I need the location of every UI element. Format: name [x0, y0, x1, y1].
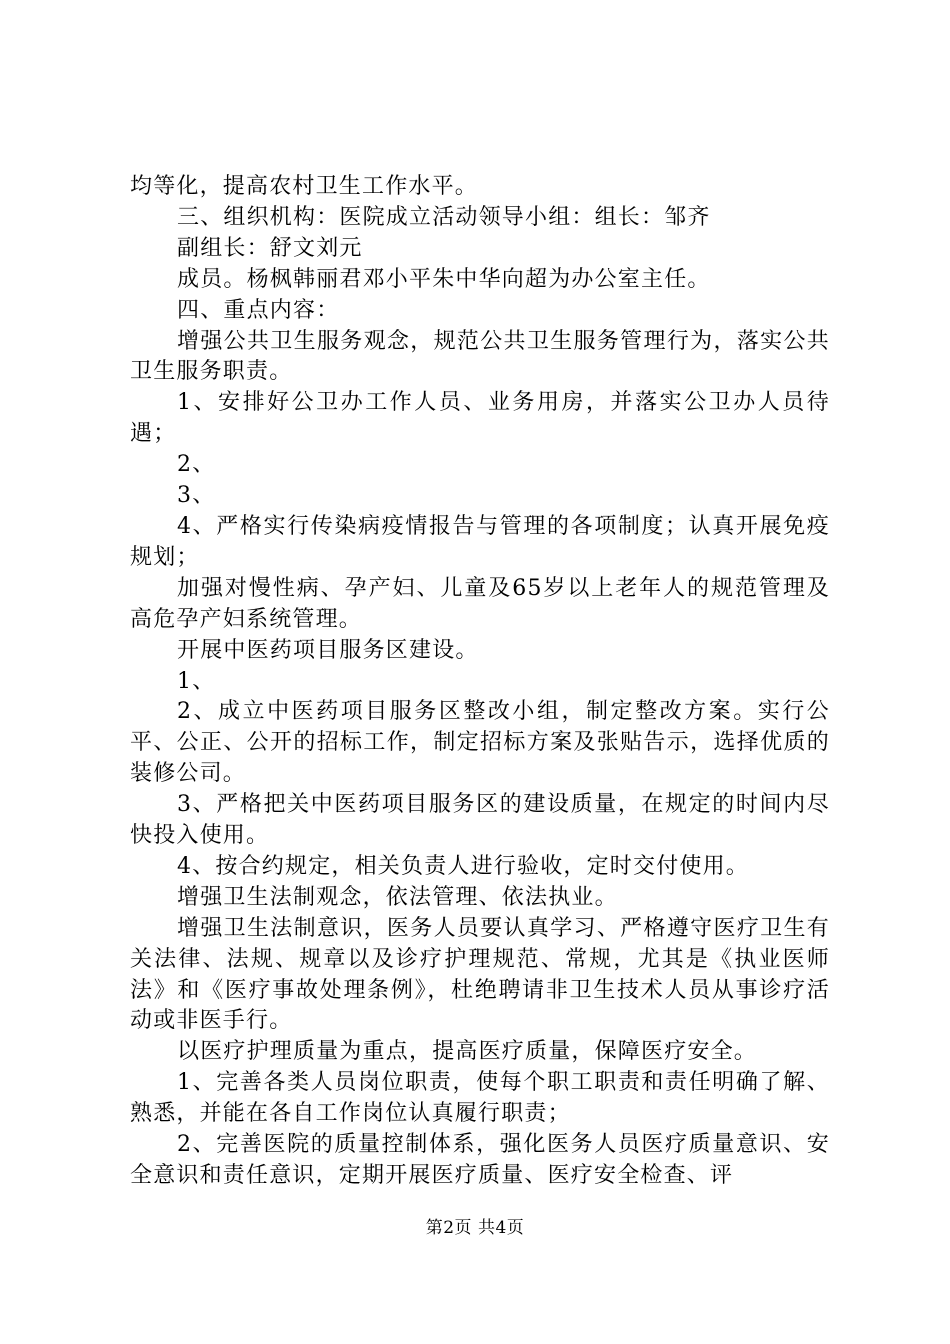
paragraph: 2、 — [177, 452, 216, 478]
paragraph: 增强公共卫生服务观念，规范公共卫生服务管理行为，落实公共卫生服务职责。 — [130, 328, 830, 385]
paragraph: 1、 — [177, 668, 216, 694]
paragraph: 3、 — [177, 483, 216, 509]
paragraph: 均等化，提高农村卫生工作水平。 — [130, 174, 479, 199]
paragraph: 成员。杨枫韩丽君邓小平朱中华向超为办公室主任。 — [177, 266, 711, 292]
paragraph: 加强对慢性病、孕产妇、儿童及65岁以上老年人的规范管理及高危孕产妇系统管理。 — [130, 575, 830, 632]
document-body — [130, 172, 830, 1192]
paragraph: 增强卫生法制意识，医务人员要认真学习、严格遵守医疗卫生有关法律、法规、规章以及诊疗护理规范、常规，尤其是《执业医师法》和《医疗事故处理条例》，杜绝聘请非卫生技术人员从事诊疗活动或非医手行。 — [130, 915, 830, 1034]
paragraph: 4、严格实行传染病疫情报告与管理的各项制度；认真开展免疫规划； — [130, 513, 830, 570]
paragraph: 1、完善各类人员岗位职责，使每个职工职责和责任明确了解、熟悉，并能在各自工作岗位认真履行职责； — [130, 1070, 830, 1127]
paragraph: 4、按合约规定，相关负责人进行验收，定时交付使用。 — [177, 853, 749, 879]
paragraph: 2、完善医院的质量控制体系，强化医务人员医疗质量意识、安全意识和责任意识，定期开展医疗质量、医疗安全检查、评 — [130, 1132, 830, 1188]
paragraph: 以医疗护理质量为重点，提高医疗质量，保障医疗安全。 — [177, 1039, 758, 1065]
paragraph: 增强卫生法制观念，依法管理、依法执业。 — [177, 884, 618, 910]
page-number-footer: 第2页 共4页 — [425, 1218, 525, 1238]
paragraph: 2、成立中医药项目服务区整改小组，制定整改方案。实行公平、公正、公开的招标工作，制定招标方案及张贴告示，选择优质的装修公司。 — [130, 699, 830, 787]
paragraph: 四、重点内容： — [177, 297, 340, 323]
paragraph: 1、安排好公卫办工作人员、业务用房，并落实公卫办人员待遇； — [130, 390, 830, 447]
paragraph: 3、严格把关中医药项目服务区的建设质量，在规定的时间内尽快投入使用。 — [130, 792, 830, 849]
paragraph: 副组长：舒文刘元 — [177, 235, 363, 261]
paragraph: 开展中医药项目服务区建设。 — [177, 637, 479, 663]
paragraph: 三、组织机构：医院成立活动领导小组：组长：邹齐 — [177, 204, 711, 230]
